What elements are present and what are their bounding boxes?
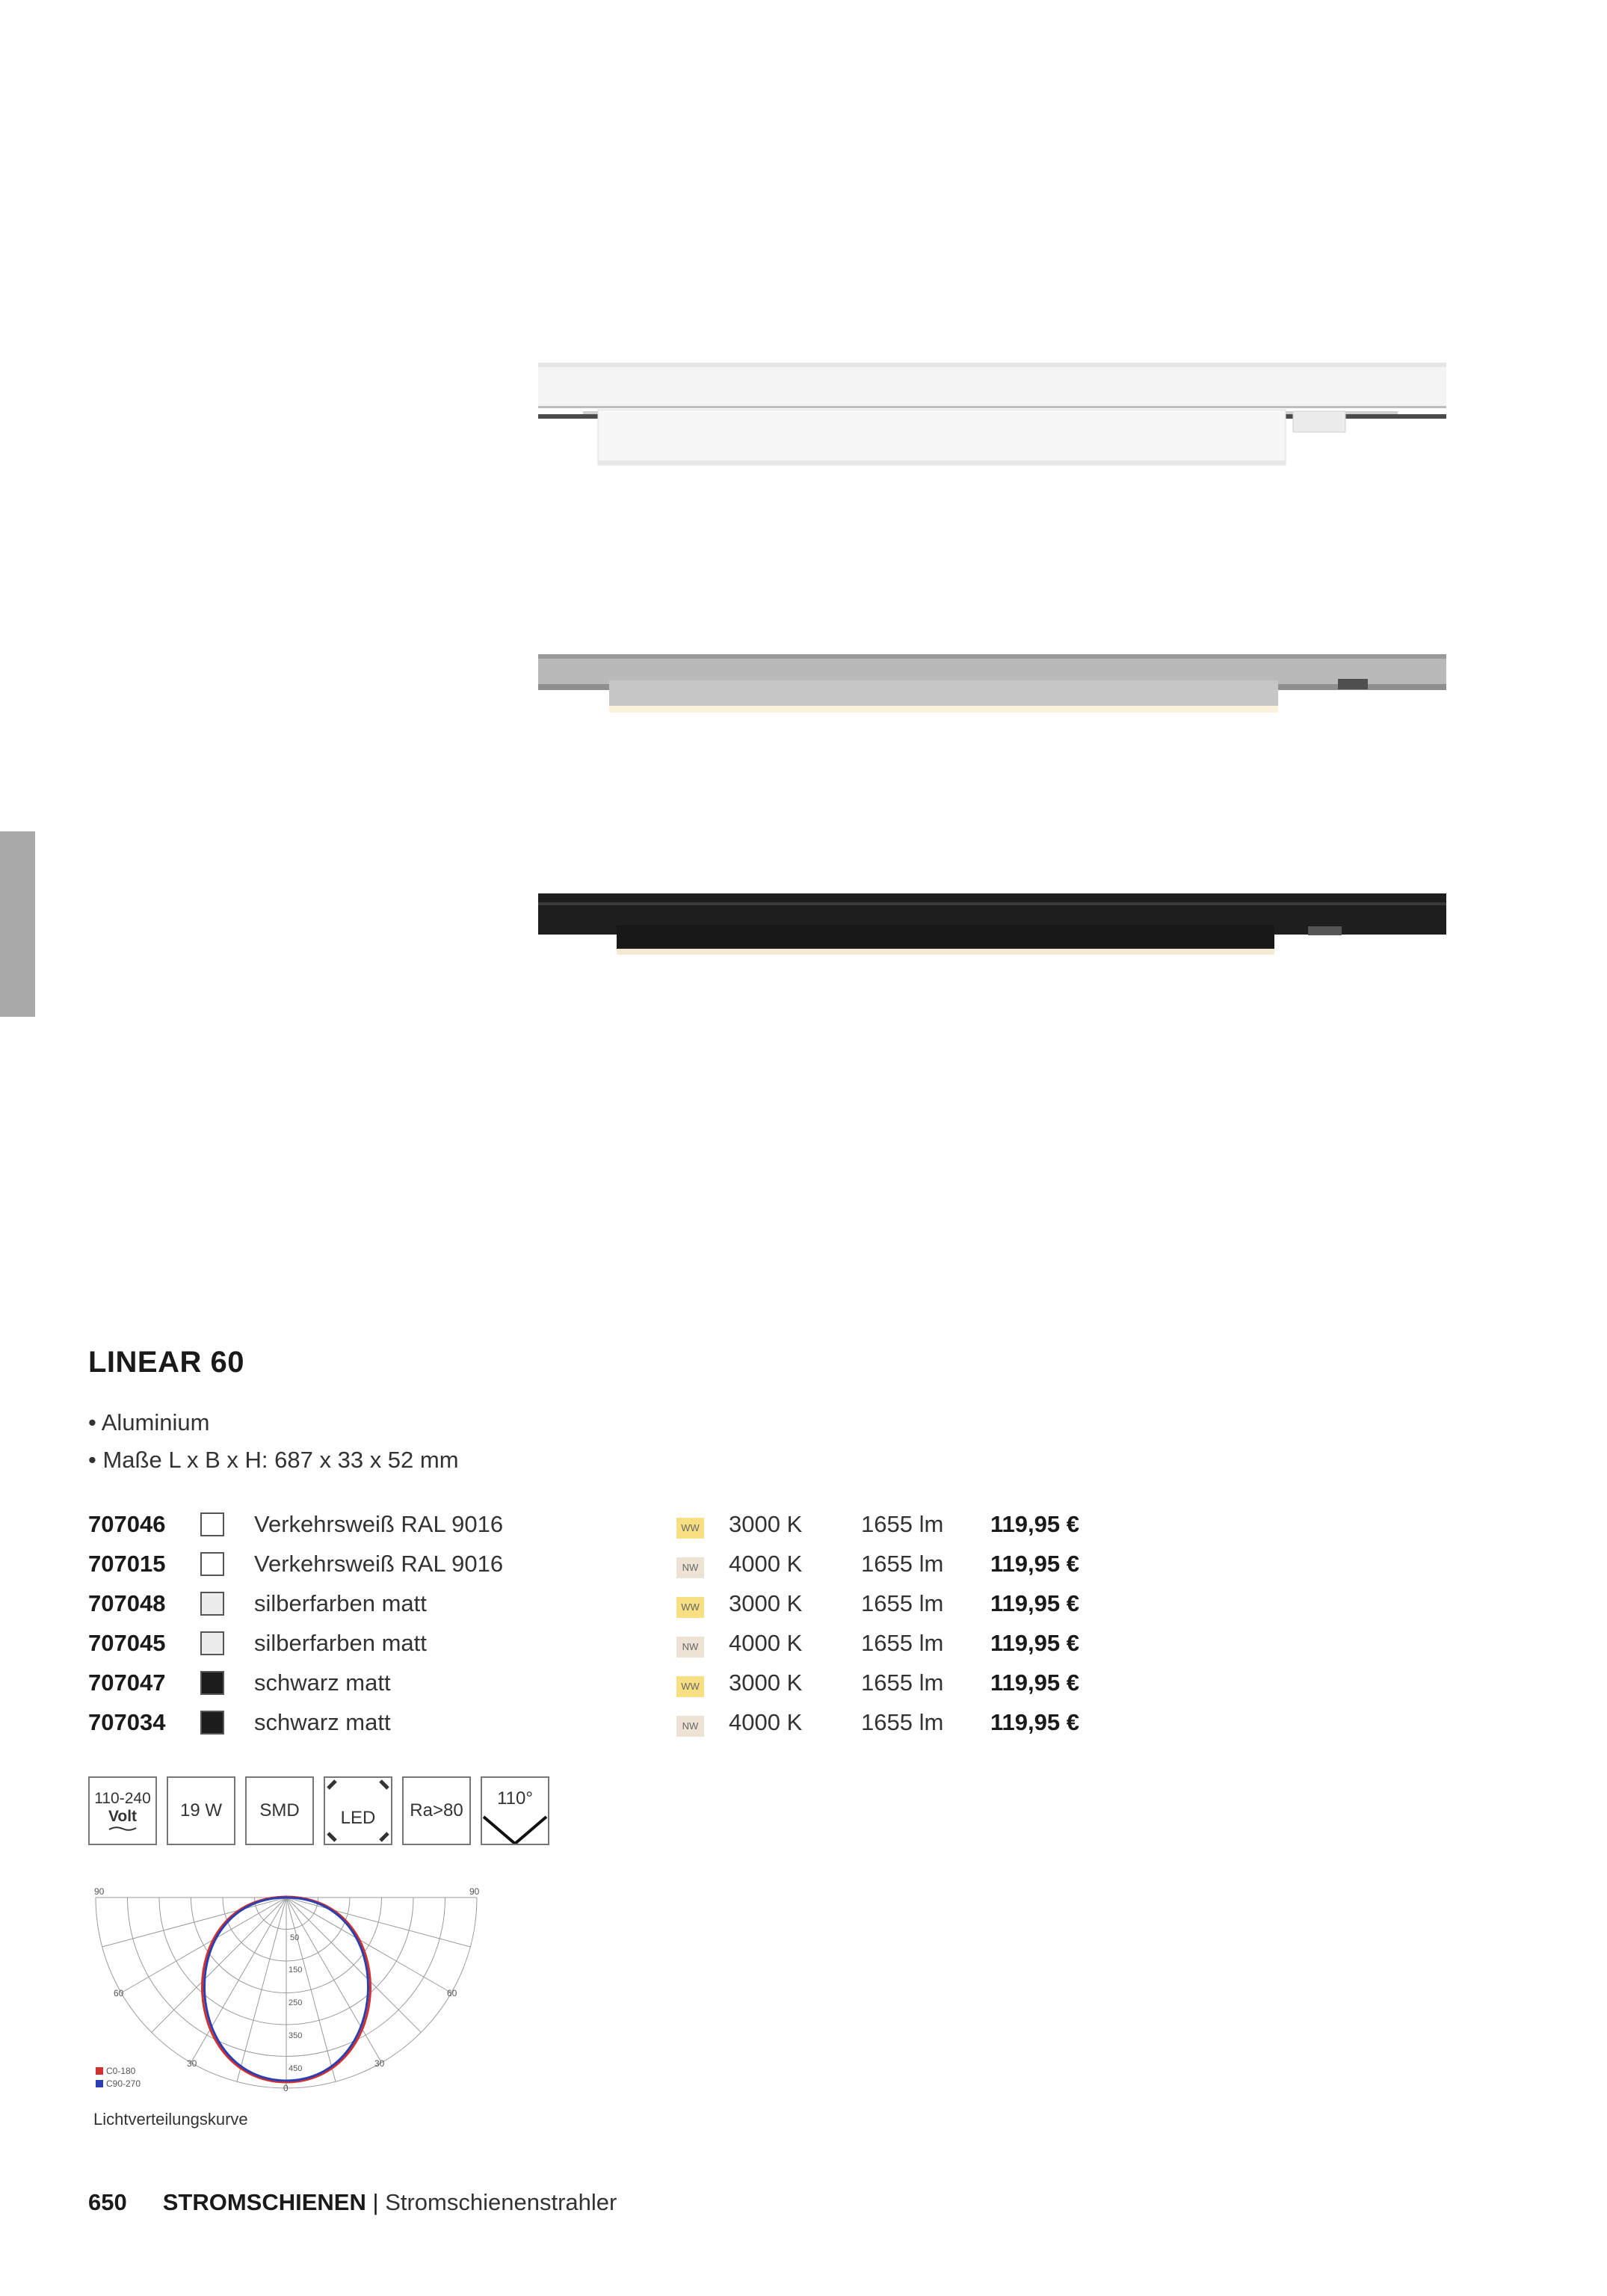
article-number: 707015	[88, 1550, 166, 1577]
variant-row	[88, 1544, 1079, 1583]
light-distribution-diagram	[88, 1884, 492, 2093]
legend-label-c0-180: C0-180	[106, 2066, 136, 2076]
price: 119,95 €	[990, 1629, 1079, 1656]
article-number: 707034	[88, 1708, 166, 1735]
feature-material: • Aluminium	[88, 1409, 210, 1435]
price: 119,95 €	[990, 1669, 1079, 1696]
variant-row	[88, 1623, 1079, 1663]
power-icon: 19 W	[167, 1776, 235, 1845]
led-label: LED	[340, 1808, 376, 1828]
price: 119,95 €	[990, 1589, 1079, 1616]
beam-angle-label: 110°	[497, 1788, 533, 1809]
color-swatch	[200, 1592, 224, 1616]
page-footer	[88, 2189, 617, 2216]
color-swatch	[200, 1512, 224, 1536]
price: 119,95 €	[990, 1550, 1079, 1577]
smd-icon: SMD	[245, 1776, 314, 1845]
cri-icon: Ra>80	[402, 1776, 471, 1845]
radial-label: 50	[290, 1933, 300, 1942]
variant-row	[88, 1583, 1079, 1623]
page-number: 650	[88, 2189, 127, 2215]
luminous-flux: 1655 lm	[861, 1629, 944, 1656]
angle-label-left-90: 90	[94, 1886, 105, 1897]
price: 119,95 €	[990, 1510, 1079, 1537]
cct-badge: NW	[676, 1716, 704, 1737]
cct-badge: NW	[676, 1637, 704, 1658]
luminous-flux: 1655 lm	[861, 1708, 944, 1735]
section-title: STROMSCHIENEN	[162, 2189, 366, 2215]
color-swatch	[200, 1671, 224, 1695]
grid-ray	[152, 1898, 286, 2032]
luminous-flux: 1655 lm	[861, 1669, 944, 1696]
voltage-range: 110-240	[94, 1790, 151, 1807]
grid-ray	[286, 1898, 470, 1947]
article-number: 707047	[88, 1669, 166, 1696]
color-temperature: 4000 K	[729, 1550, 803, 1577]
angle-label-0: 0	[283, 2083, 289, 2093]
variant-row	[88, 1504, 1079, 1544]
voltage-unit: Volt	[108, 1808, 138, 1825]
product-image-silver	[538, 643, 1446, 725]
radial-label: 250	[289, 1998, 303, 2007]
angle-label-left-30: 30	[187, 2058, 197, 2069]
angle-label-right-90: 90	[469, 1886, 480, 1897]
article-number: 707046	[88, 1510, 166, 1537]
angle-label-left-60: 60	[114, 1988, 124, 1998]
angle-label-right-60: 60	[447, 1988, 457, 1998]
cct-badge: WW	[676, 1676, 704, 1697]
subsection-title: Stromschienenstrahler	[385, 2189, 617, 2215]
product-image-black	[538, 886, 1446, 961]
article-number: 707045	[88, 1629, 166, 1656]
finish-color: silberfarben matt	[254, 1629, 427, 1656]
finish-color: schwarz matt	[254, 1669, 391, 1696]
finish-color: schwarz matt	[254, 1708, 391, 1735]
color-temperature: 3000 K	[729, 1589, 803, 1616]
radial-label: 350	[289, 2031, 303, 2040]
led-icon	[324, 1776, 392, 1845]
article-number: 707048	[88, 1589, 166, 1616]
variant-row	[88, 1702, 1079, 1742]
radial-label: 450	[289, 2064, 303, 2073]
color-temperature: 4000 K	[729, 1629, 803, 1656]
color-temperature: 4000 K	[729, 1708, 803, 1735]
footer-separator: |	[372, 2189, 379, 2215]
grid-ray	[102, 1898, 286, 1947]
color-swatch	[200, 1711, 224, 1735]
cct-badge: NW	[676, 1557, 704, 1578]
color-swatch	[200, 1552, 224, 1576]
finish-color: Verkehrsweiß RAL 9016	[254, 1550, 504, 1577]
legend-label-c90-270: C90-270	[106, 2078, 141, 2089]
finish-color: Verkehrsweiß RAL 9016	[254, 1510, 504, 1537]
product-title: LINEAR 60	[88, 1346, 244, 1379]
legend-swatch-c0-180	[96, 2067, 103, 2075]
beam-angle-icon	[481, 1776, 549, 1845]
polar-grid	[96, 1898, 477, 2088]
legend-swatch-c90-270	[96, 2080, 103, 2087]
luminous-flux: 1655 lm	[861, 1510, 944, 1537]
luminous-flux: 1655 lm	[861, 1550, 944, 1577]
variants-table	[88, 1504, 1079, 1742]
cct-badge: WW	[676, 1597, 704, 1618]
cct-badge: WW	[676, 1518, 704, 1539]
angle-label-right-30: 30	[374, 2058, 385, 2069]
voltage-icon	[88, 1776, 157, 1845]
grid-ray	[286, 1898, 421, 2032]
diagram-caption: Lichtverteilungskurve	[93, 2110, 248, 2129]
color-swatch	[200, 1631, 224, 1655]
product-image-white	[538, 359, 1446, 478]
luminous-flux: 1655 lm	[861, 1589, 944, 1616]
radial-label: 150	[289, 1966, 303, 1975]
finish-color: silberfarben matt	[254, 1589, 427, 1616]
chapter-tab	[0, 831, 35, 1017]
price: 119,95 €	[990, 1708, 1079, 1735]
color-temperature: 3000 K	[729, 1510, 803, 1537]
variant-row	[88, 1663, 1079, 1702]
feature-dimensions: • Maße L x B x H: 687 x 33 x 52 mm	[88, 1447, 459, 1473]
color-temperature: 3000 K	[729, 1669, 803, 1696]
